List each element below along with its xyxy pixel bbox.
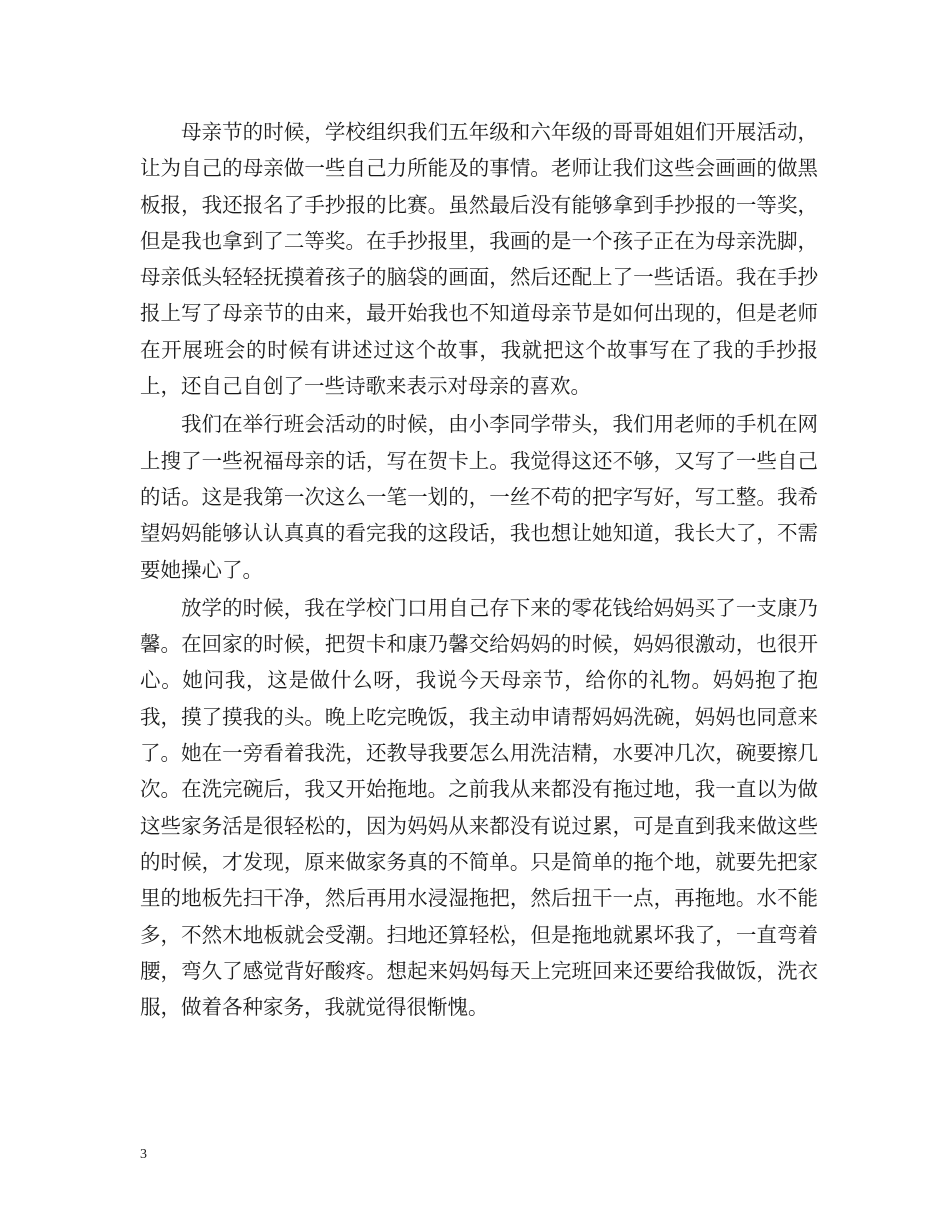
page-number: 3 bbox=[140, 1147, 147, 1162]
paragraph-mothers-day-activity: 母亲节的时候，学校组织我们五年级和六年级的哥哥姐姐们开展活动，让为自己的母亲做一些自己力所能及的事情。老师让我们这些会画画的做黑板报，我还报名了手抄报的比赛。虽然最后没有能够拿到手抄报的一等奖，但是我也拿到了二等奖。在手抄报里，我画的是一个孩子正在为母亲洗脚，母亲低头轻轻抚摸着孩子的脑袋的画面，然后还配上了一些话语。我在手抄报上写了母亲节的由来，最开始我也不知道母亲节是如何出现的，但是老师在开展班会的时候有讲述过这个故事，我就把这个故事写在了我的手抄报上，还自己自创了一些诗歌来表示对母亲的喜欢。 bbox=[140, 120, 818, 399]
paragraph-after-school-chores: 放学的时候，我在学校门口用自己存下来的零花钱给妈妈买了一支康乃馨。在回家的时候，把贺卡和康乃馨交给妈妈的时候，妈妈很激动，也很开心。她问我，这是做什么呀，我说今天母亲节，给你的礼物。妈妈抱了抱我，摸了摸我的头。晚上吃完晚饭，我主动申请帮妈妈洗碗，妈妈也同意来了。她在一旁看着我洗，还教导我要怎么用洗洁精，水要冲几次，碗要擦几次。在洗完碗后，我又开始拖地。之前我从来都没有拖过地，我一直以为做这些家务活是很轻松的，因为妈妈从来都没有说过累，可是直到我来做这些的时候，才发现，原来做家务真的不简单。只是简单的拖个地，就要先把家里的地板先扫干净，然后再用水浸湿拖把，然后扭干一点，再拖地。水不能多，不然木地板就会受潮。扫地还算轻松，但是拖地就累坏我了，一直弯着腰，弯久了感觉背好酸疼。想起来妈妈每天上完班回来还要给我做饭，洗衣服，做着各种家务，我就觉得很惭愧。 bbox=[140, 595, 818, 1020]
document-body bbox=[140, 114, 818, 1025]
paragraph-class-meeting-card: 我们在举行班会活动的时候，由小李同学带头，我们用老师的手机在网上搜了一些祝福母亲的话，写在贺卡上。我觉得这还不够，又写了一些自己的话。这是我第一次这么一笔一划的，一丝不苟的把字写好，写工整。我希望妈妈能够认认真真的看完我的这段话，我也想让她知道，我长大了，不需要她操心了。 bbox=[140, 412, 818, 582]
